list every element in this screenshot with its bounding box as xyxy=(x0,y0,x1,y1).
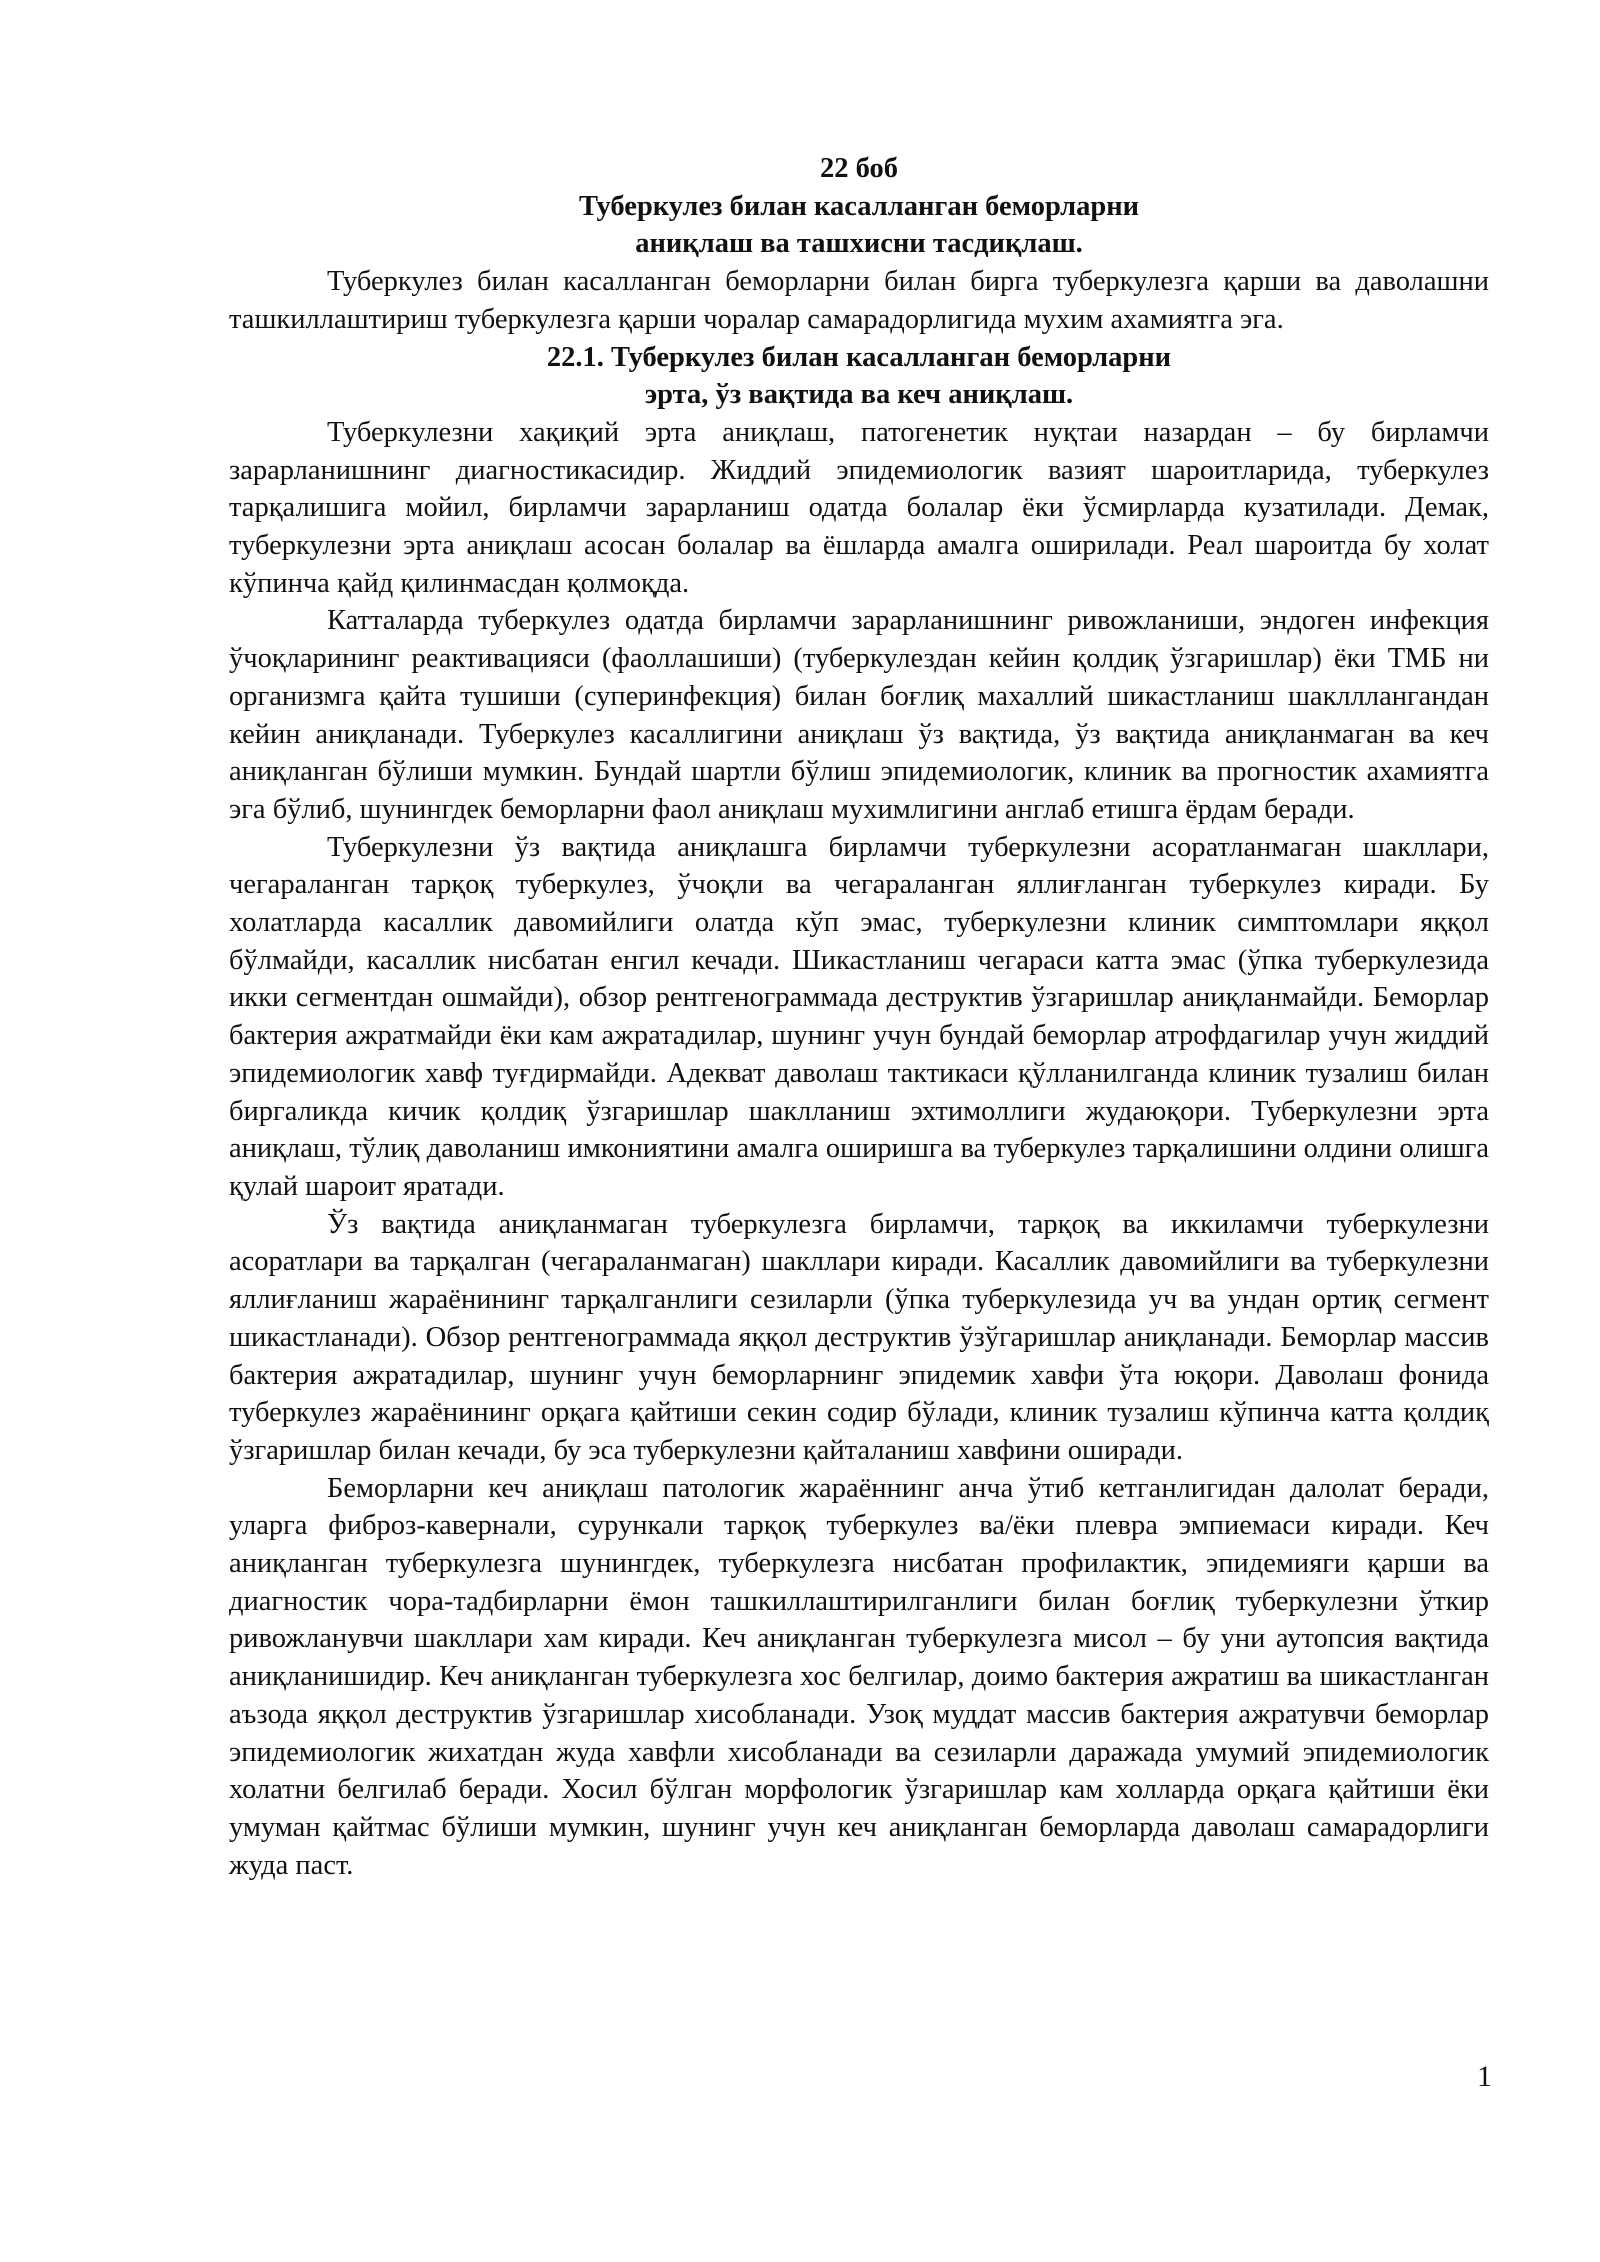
section-title-line-2: эрта, ўз вақтида ва кеч аниқлаш. xyxy=(644,379,1074,411)
body-paragraph-5: Беморларни кеч аниқлаш патологик жараённинг анча ўтиб кетганлигидан далолат беради, уларга фиброз-кавернали, сурункали тарқоқ туберкулез ва/ёки плевра эмпиемаси киради. Кеч аниқланган туберкулезга шунингдек, туберкулезга нисбатан профилактик, эпидемияги қарши ва диагностик чора-тадбирларни ёмон ташкиллаштирилганлиги билан боғлиқ туберкулезни ўткир ривожланувчи шакллари хам киради. Кеч аниқланган туберкулезга мисол – бу уни аутопсия вақтида аниқланишидир. Кеч аниқланган туберкулезга хос белгилар, доимо бактерия ажратиш ва шикастланган аъзода яққол деструктив ўзгаришлар хисобланади. Узоқ муддат массив бактерия ажратувчи беморлар эпидемиологик жихатдан жуда хавфли хисобланади ва сезиларли даражада умумий эпидемиологик холатни белгилаб беради. Хосил бўлган морфологик ўзгаришлар кам холларда орқага қайтиши ёки умуман қайтмас бўлиши мумкин, шунинг учун кеч аниқланган беморларда даволаш самарадорлиги жуда паст. xyxy=(229,1472,1489,1881)
chapter-number: 22 боб xyxy=(820,153,898,184)
chapter-title-line-1: Туберкулез билан касалланган беморларни xyxy=(578,190,1140,222)
document-body xyxy=(229,150,1489,1884)
intro-paragraph: Туберкулез билан касалланган беморларни билан бирга туберкулезга қарши ва даволашни ташкиллаштириш туберкулезга қарши чоралар самарадорлигида мухим ахамиятга эга. xyxy=(229,266,1489,335)
chapter-title-line-2: аниқлаш ва ташхисни тасдиқлаш. xyxy=(635,228,1083,260)
body-paragraph-3: Туберкулезни ўз вақтида аниқлашга бирламчи туберкулезни асоратланмаган шакллари, чегараланган тарқоқ туберкулез, ўчоқли ва чегараланган яллиғланган туберкулез киради. Бу холатларда касаллик давомийлиги олатда кўп эмас, туберкулезни клиник симптомлари яққол бўлмайди, касаллик нисбатан енгил кечади. Шикастланиш чегараси катта эмас (ўпка туберкулезида икки сегментдан ошмайди), обзор рентгенограммада деструктив ўзгаришлар аниқланмайди. Беморлар бактерия ажратмайди ёки кам ажратадилар, шунинг учун бундай беморлар атрофдагилар учун жиддий эпидемиологик хавф туғдирмайди. Адекват даволаш тактикаси қўлланилганда клиник тузалиш билан биргаликда кичик қолдиқ ўзгаришлар шаклланиш эхтимоллиги жудаюқори. Туберкулезни эрта аниқлаш, тўлиқ даволаниш имкониятини амалга оширишга ва туберкулез тарқалишини олдини олишга қулай шароит яратади. xyxy=(229,831,1489,1202)
body-paragraph-1: Туберкулезни хақиқий эрта аниқлаш, патогенетик нуқтаи назардан – бу бирламчи зарарланишнинг диагностикасидир. Жиддий эпидемиологик вазият шароитларида, туберкулез тарқалишига мойил, бирламчи зарарланиш одатда болалар ёки ўсмирларда кузатилади. Демак, туберкулезни эрта аниқлаш асосан болалар ва ёшларда амалга оширилади. Реал шароитда бу холат кўпинча қайд қилинмасдан қолмоқда. xyxy=(229,416,1489,599)
page-number: 1 xyxy=(1477,2060,1492,2093)
section-title-line-1: 22.1. Туберкулез билан касалланган беморларни xyxy=(546,341,1172,373)
body-paragraph-2: Катталарда туберкулез одатда бирламчи зарарланишнинг ривожланиши, эндоген инфекция ўчоқларининг реактивацияси (фаоллашиши) (туберкулездан кейин қолдиқ ўзгаришлар) ёки ТМБ ни организмга қайта тушиши (суперинфекция) билан боғлиқ махаллий шикастланиш шаклллангандан кейин аниқланади. Туберкулез касаллигини аниқлаш ўз вақтида, ўз вақтида аниқланмаган ва кеч аниқланган бўлиши мумкин. Бундай шартли бўлиш эпидемиологик, клиник ва прогностик ахамиятга эга бўлиб, шунингдек беморларни фаол аниқлаш мухимлигини англаб етишга ёрдам беради. xyxy=(229,605,1489,825)
body-paragraph-4: Ўз вақтида аниқланмаган туберкулезга бирламчи, тарқоқ ва иккиламчи туберкулезни асоратлари ва тарқалган (чегараланмаган) шакллари киради. Касаллик давомийлиги ва туберкулезни яллиғланиш жараёнининг тарқалганлиги сезиларли (ўпка туберкулезида уч ва ундан ортиқ сегмент шикастланади). Обзор рентгенограммада яққол деструктив ўзўгаришлар аниқланади. Беморлар массив бактерия ажратадилар, шунинг учун беморларнинг эпидемик хавфи ўта юқори. Даволаш фонида туберкулез жараёнининг орқага қайтиши секин содир бўлади, клиник тузалиш кўпинча катта қолдиқ ўзгаришлар билан кечади, бу эса туберкулезни қайталаниш хавфини оширади. xyxy=(229,1208,1489,1466)
